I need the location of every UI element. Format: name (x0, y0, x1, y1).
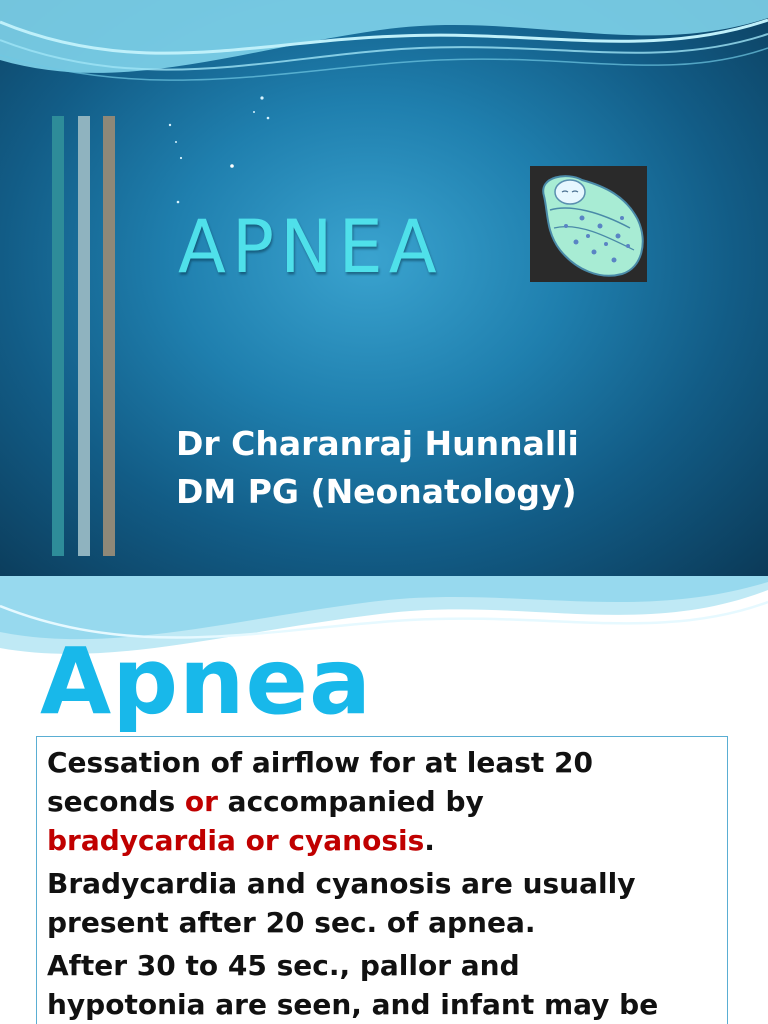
baby-image (530, 166, 647, 282)
text-line: hypotonia are seen, and infant may be (47, 988, 659, 1021)
text-line: After 30 to 45 sec., pallor and (47, 949, 520, 982)
paragraph-pallor (47, 946, 727, 1024)
sparkle-dots (150, 90, 290, 210)
paragraph-bradycardia (47, 864, 727, 942)
emphasis-bradycardia: bradycardia or cyanosis (47, 824, 425, 857)
slide-title: APNEA (178, 203, 443, 291)
text-segment: seconds (47, 785, 185, 818)
baby-icon (530, 166, 647, 282)
author-name: Dr Charanraj Hunnalli (176, 424, 579, 463)
author-degree: DM PG (Neonatology) (176, 472, 577, 511)
content-box (36, 736, 728, 1024)
decorative-bar (52, 116, 64, 556)
text-segment: . (424, 824, 435, 857)
decorative-bar (103, 116, 115, 556)
decorative-bar (78, 116, 90, 556)
paragraph-definition (47, 743, 727, 860)
text-line: Cessation of airflow for at least 20 (47, 746, 593, 779)
content-slide (0, 576, 768, 1024)
text-line: Bradycardia and cyanosis are usually (47, 867, 636, 900)
decorative-waves (0, 0, 768, 110)
text-segment: accompanied by (217, 785, 484, 818)
emphasis-or: or (184, 785, 218, 818)
text-line: present after 20 sec. of apnea. (47, 906, 536, 939)
slide-heading: Apnea (40, 628, 373, 735)
